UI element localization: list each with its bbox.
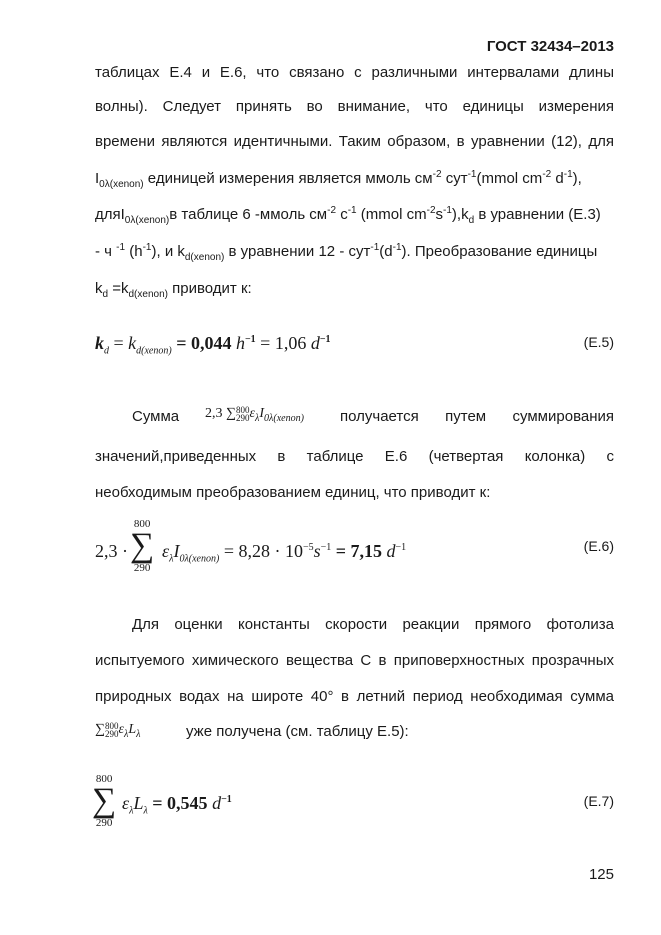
document-header-code: ГОСТ 32434–2013 — [486, 38, 614, 55]
equation-e6-coef: 2,3 · — [95, 541, 128, 561]
paragraph1-line1: таблицах Е.4 и Е.6, что связано с различными интервалами длины — [95, 64, 614, 81]
paragraph2-line2: значений,приведенных в таблице Е.6 (четвертая колонка) с — [95, 448, 614, 465]
paragraph3-line1: Для оценки константы скорости реакции прямого фотолиза — [132, 616, 614, 633]
paragraph1-line6: - ч $^{-1}$ $(h^{-1})$, и $k_{d(xenon)}$ в уравнении $12 - сут^{-1}(d^{-1})$. Преобразование единицы — [95, 242, 598, 263]
sigma-symbol: ∑ — [92, 782, 117, 819]
page-number: 125 — [588, 866, 614, 883]
sum-operator-e6: 800 ∑ 290 — [130, 518, 155, 574]
paragraph1-line3: времени являются идентичными. Таким образом, в уравнении (12), для — [95, 133, 614, 150]
paragraph1-line4: $I_{0\lambda(xenon)}$ единицей измерения является ммоль $см^{-2}$ сут$^{-1}$(mmol $cm^{-2}$ $d^{-1}$), — [95, 169, 582, 190]
paragraph3-line3: природных водах на широте 40° в летний период необходимая сумма — [95, 688, 614, 705]
paragraph3-line4-rest: уже получена (см. таблицу Е.5): — [186, 723, 409, 740]
equation-e7: $\varepsilon_\lambda L_\lambda = 0,545$ $d^{-1}$ — [122, 793, 232, 817]
paragraph2-label-sum: Сумма — [132, 408, 180, 425]
equation-number-e6: (Е.6) — [583, 538, 614, 554]
paragraph1-line5: дляI$_{0\lambda(xenon)}$в таблице 6 -ммоль $см^{-2}$ $с^{-1}$ (mmol $cm^{-2}s^{-1}),k_d$ в уравнении (Е.3) — [95, 205, 601, 226]
inline-sum-formula-xenon: 2,3 ∑ 800 290 $\varepsilon_\lambda I_{0\lambda(xenon)}$ — [205, 405, 304, 425]
paragraph2-line1-rest: получается путем суммирования — [340, 408, 614, 425]
inline-sum-formula-light: ∑ 800 290 $\varepsilon_\lambda L_\lambda$ — [95, 721, 141, 741]
sum-operator-e7: 800 ∑ 290 — [92, 773, 117, 829]
sigma-symbol: ∑ — [130, 527, 155, 564]
paragraph2-line3: необходимым преобразованием единиц, что приводит к: — [95, 484, 491, 501]
equation-number-e7: (Е.7) — [583, 793, 614, 809]
paragraph1-line7: $k_d =k_{d(xenon)}$ приводит к: — [95, 280, 252, 300]
paragraph1-line2: волны). Следует принять во внимание, что единицы измерения — [95, 98, 614, 115]
equation-e5: $k_d = k_{d(xenon)} = 0,044$ $h^{-1} = 1,06$ $d^{-1}$ — [95, 333, 331, 357]
equation-e6: $\varepsilon_\lambda I_{0\lambda(xenon)} = 8,28 \cdot 10^{-5}s^{-1} = 7,15$ $d^{-1}$ — [162, 541, 407, 565]
paragraph3-line2: испытуемого химического вещества С в приповерхностных прозрачных — [95, 652, 614, 669]
equation-number-e5: (Е.5) — [583, 334, 614, 350]
